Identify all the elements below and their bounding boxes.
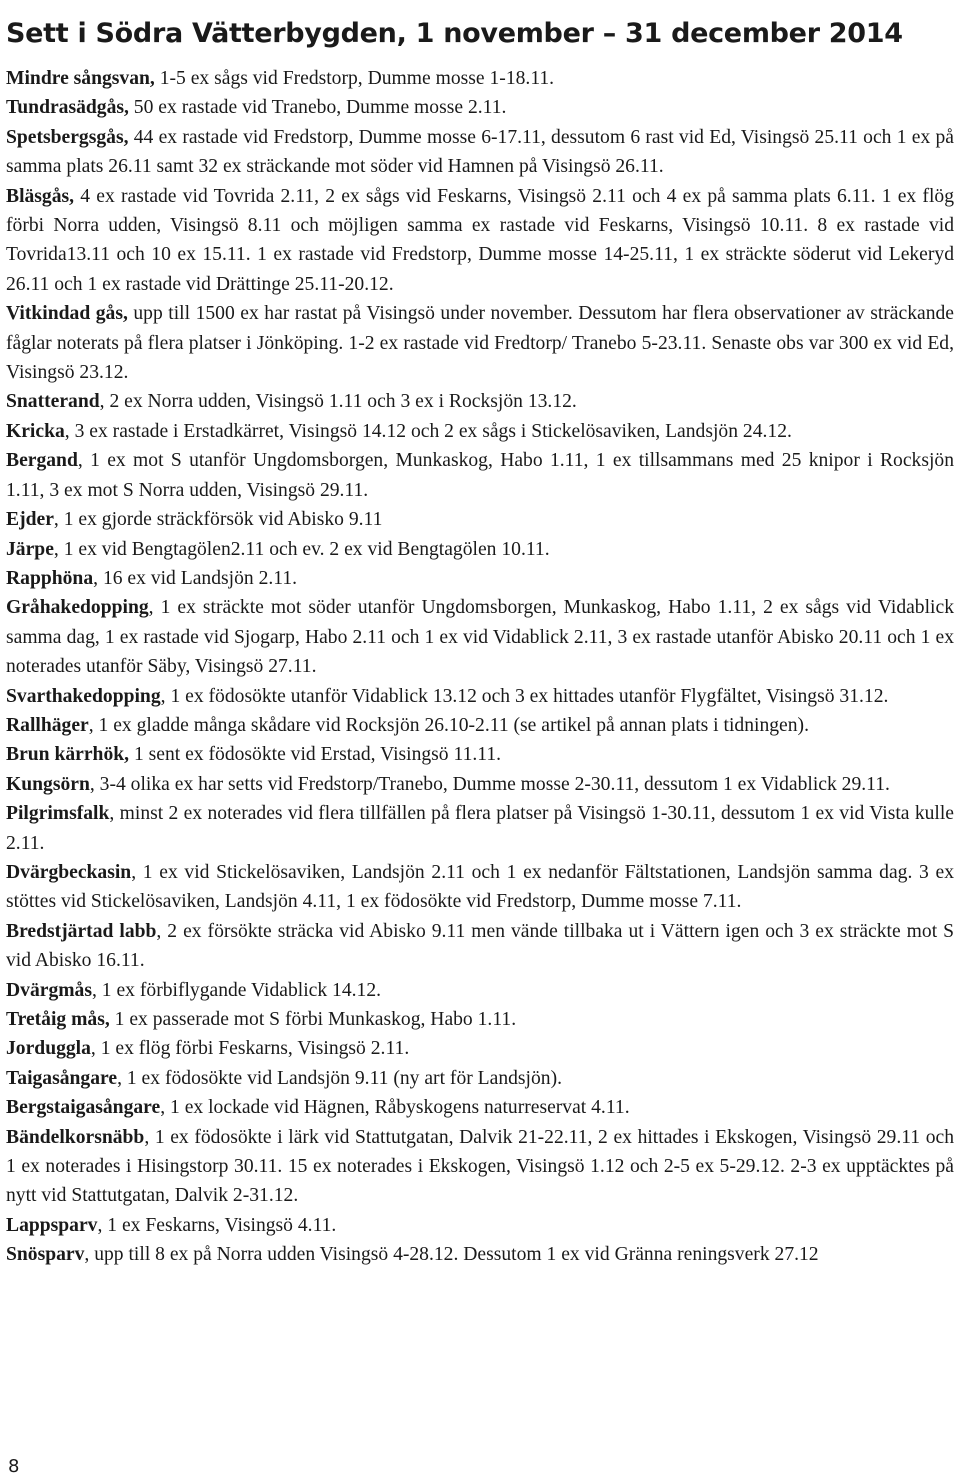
sighting-description: , 1 ex förbiflygande Vidablick 14.12. xyxy=(91,979,382,1001)
sighting-entry xyxy=(6,1123,954,1211)
sighting-description: upp till 1500 ex har rastat på Visingsö under november. Dessutom har flera observationer av sträckande fåglar noterats på flera platser i Jönköping. 1-2 ex rastade vid Fredtorp/ Tranebo 5-23.11. Senaste obs var 300 ex vid Ed, Visingsö 23.12. xyxy=(6,303,954,384)
species-name: Snatterand xyxy=(6,391,100,413)
page-title: Sett i Södra Vätterbygden, 1 november – 31 december 2014 xyxy=(6,18,903,50)
sighting-entry xyxy=(6,505,954,534)
sighting-entry xyxy=(6,1034,954,1063)
sighting-description: , 1 ex gjorde sträckförsök vid Abisko 9.11 xyxy=(53,509,383,531)
sighting-description: 4 ex rastade vid Tovrida 2.11, 2 ex sågs vid Feskarns, Visingsö 2.11 och 4 ex på samma plats 6.11. 1 ex flög förbi Norra udden, Visingsö 8.11 och möjligen samma ex rastade vid Feskarns, Visingsö 10.11. 8 ex rastade vid Tovrida13.11 och 10 ex 15.11. 1 ex rastade vid Fredstorp, Dumme mosse 14-25.11, 1 ex sträckte söderut vid Lekeryd 26.11 och 1 ex rastade vid Drättinge 25.11-20.12. xyxy=(6,185,954,295)
sighting-entry xyxy=(6,1240,954,1269)
sighting-entry xyxy=(6,711,954,740)
sighting-entry xyxy=(6,593,954,681)
sighting-description: 44 ex rastade vid Fredstorp, Dumme mosse 6-17.11, dessutom 6 rast vid Ed, Visingsö 25.11 och 1 ex på samma plats 26.11 samt 32 ex sträckande mot söder vid Hamnen på Visingsö 26.11. xyxy=(6,126,954,178)
species-name: Tundrasädgås, xyxy=(6,97,129,119)
species-name: Rallhäger xyxy=(6,714,89,736)
species-name: Svarthakedopping xyxy=(6,685,161,707)
sighting-entry xyxy=(6,1005,954,1034)
species-name: Bredstjärtad labb xyxy=(6,920,157,942)
sighting-entry xyxy=(6,770,954,799)
sighting-description: , 2 ex Norra udden, Visingsö 1.11 och 3 ex i Rocksjön 13.12. xyxy=(99,391,577,413)
sighting-description: , 2 ex försökte sträcka vid Abisko 9.11 men vände tillbaka ut i Vättern igen och 3 ex sträckte mot S vid Abisko 16.11. xyxy=(6,920,955,972)
sighting-description: , 1 ex lockade vid Hägnen, Råbyskogens naturreservat 4.11. xyxy=(160,1097,630,1119)
sighting-entry xyxy=(6,446,954,505)
sighting-description: , 1 ex gladde många skådare vid Rocksjön 26.10-2.11 (se artikel på annan plats i tidningen). xyxy=(88,714,809,736)
species-name: Brun kärrhök, xyxy=(6,744,130,766)
sighting-entry xyxy=(6,1093,954,1122)
sighting-description: 1-5 ex sågs vid Fredstorp, Dumme mosse 1-18.11. xyxy=(154,68,555,89)
species-name: Snösparv xyxy=(6,1244,85,1266)
sighting-description: , 1 ex flög förbi Feskarns, Visingsö 2.11. xyxy=(90,1038,410,1060)
species-name: Bergand xyxy=(6,450,78,472)
sighting-entry xyxy=(6,799,954,858)
sighting-description: , 16 ex vid Landsjön 2.11. xyxy=(93,567,298,589)
sighting-entry xyxy=(6,182,954,300)
species-name: Pilgrimsfalk xyxy=(6,803,110,825)
species-name: Bergstaigasångare xyxy=(6,1097,161,1119)
sighting-description: , upp till 8 ex på Norra udden Visingsö 4-28.12. Dessutom 1 ex vid Gränna reningsverk 27.12 xyxy=(84,1244,819,1266)
sighting-entry xyxy=(6,123,954,182)
page-number: 8 xyxy=(8,1456,20,1477)
sighting-description: , 1 ex födosökte utanför Vidablick 13.12 och 3 ex hittades utanför Flygfältet, Visingsö 31.12. xyxy=(160,685,889,707)
sighting-description: , 3-4 olika ex har setts vid Fredstorp/Tranebo, Dumme mosse 2-30.11, dessutom 1 ex Vidablick 29.11. xyxy=(89,773,890,795)
sightings-list xyxy=(6,64,954,1270)
sighting-entry xyxy=(6,64,954,93)
sighting-description: 50 ex rastade vid Tranebo, Dumme mosse 2.11. xyxy=(128,97,507,119)
sighting-entry xyxy=(6,1211,954,1240)
sighting-entry xyxy=(6,417,954,446)
species-name: Dvärgbeckasin xyxy=(6,861,132,883)
sighting-entry xyxy=(6,682,954,711)
species-name: Gråhakedopping xyxy=(6,597,149,619)
species-name: Kricka xyxy=(6,420,65,442)
species-name: Rapphöna xyxy=(6,567,94,589)
species-name: Ejder xyxy=(6,509,54,531)
sighting-description: , 1 ex vid Stickelösaviken, Landsjön 2.11 och 1 ex nedanför Fältstationen, Landsjön samma dag. 3 ex stöttes vid Stickelösaviken, Landsjön 4.11, 1 ex födosökte vid Fredstorp, Dumme mosse 7.11. xyxy=(6,861,954,913)
species-name: Tretåig mås, xyxy=(6,1009,110,1030)
sighting-entry xyxy=(6,740,954,769)
sighting-entry xyxy=(6,93,954,122)
sighting-entry xyxy=(6,387,954,416)
sighting-entry xyxy=(6,299,954,387)
sighting-description: , 1 ex Feskarns, Visingsö 4.11. xyxy=(97,1214,337,1236)
species-name: Bändelkorsnäbb xyxy=(6,1126,145,1148)
species-name: Kungsörn xyxy=(6,773,90,795)
species-name: Lappsparv xyxy=(6,1214,98,1236)
species-name: Spetsbergsgås, xyxy=(6,126,129,148)
species-name: Jorduggla xyxy=(6,1038,91,1060)
species-name: Taigasångare xyxy=(6,1067,118,1089)
sighting-entry xyxy=(6,1064,954,1093)
species-name: Bläsgås, xyxy=(6,185,75,207)
sighting-description: 1 sent ex födosökte vid Erstad, Visingsö 11.11. xyxy=(129,744,502,766)
sighting-description: , 3 ex rastade i Erstadkärret, Visingsö 14.12 och 2 ex sågs i Stickelösaviken, Landsjön 24.12. xyxy=(64,420,792,442)
sighting-description: 1 ex passerade mot S förbi Munkaskog, Habo 1.11. xyxy=(109,1009,517,1030)
sighting-description: , 1 ex födosökte vid Landsjön 9.11 (ny art för Landsjön). xyxy=(117,1067,563,1089)
sighting-description: , 1 ex mot S utanför Ungdomsborgen, Munkaskog, Habo 1.11, 1 ex tillsammans med 25 knipor i Rocksjön 1.11, 3 ex mot S Norra udden, Visingsö 29.11. xyxy=(6,450,954,501)
species-name: Dvärgmås xyxy=(6,979,92,1001)
sighting-description: , minst 2 ex noterades vid flera tillfällen på flera platser på Visingsö 1-30.11, dessutom 1 ex vid Vista kulle 2.11. xyxy=(6,803,954,854)
sighting-entry xyxy=(6,917,954,976)
sighting-entry xyxy=(6,858,954,917)
sighting-description: , 1 ex sträckte mot söder utanför Ungdomsborgen, Munkaskog, Habo 1.11, 2 ex sågs vid Vidablick samma dag, 1 ex rastade vid Sjogarp, Habo 2.11 och 1 ex vid Vidablick 2.11, 3 ex rastade utanför Abisko 20.11 och 1 ex noterades utanför Säby, Visingsö 27.11. xyxy=(6,597,954,678)
sighting-entry xyxy=(6,976,954,1005)
sighting-description: , 1 ex vid Bengtagölen2.11 och ev. 2 ex vid Bengtagölen 10.11. xyxy=(53,538,550,560)
sighting-entry xyxy=(6,564,954,593)
species-name: Mindre sångsvan, xyxy=(6,68,155,89)
species-name: Järpe xyxy=(6,538,54,560)
species-name: Vitkindad gås, xyxy=(6,303,128,325)
sighting-entry xyxy=(6,535,954,564)
sighting-description: , 1 ex födosökte i lärk vid Stattutgatan, Dalvik 21-22.11, 2 ex hittades i Ekskogen, Visingsö 29.11 och 1 ex noterades i Hisingstorp 30.11. 15 ex noterades i Ekskogen, Visingsö 1.12 och 2-5 ex 5-29.12. 2-3 ex upptäcktes på nytt vid Stattutgatan, Dalvik 2-31.12. xyxy=(6,1126,954,1207)
